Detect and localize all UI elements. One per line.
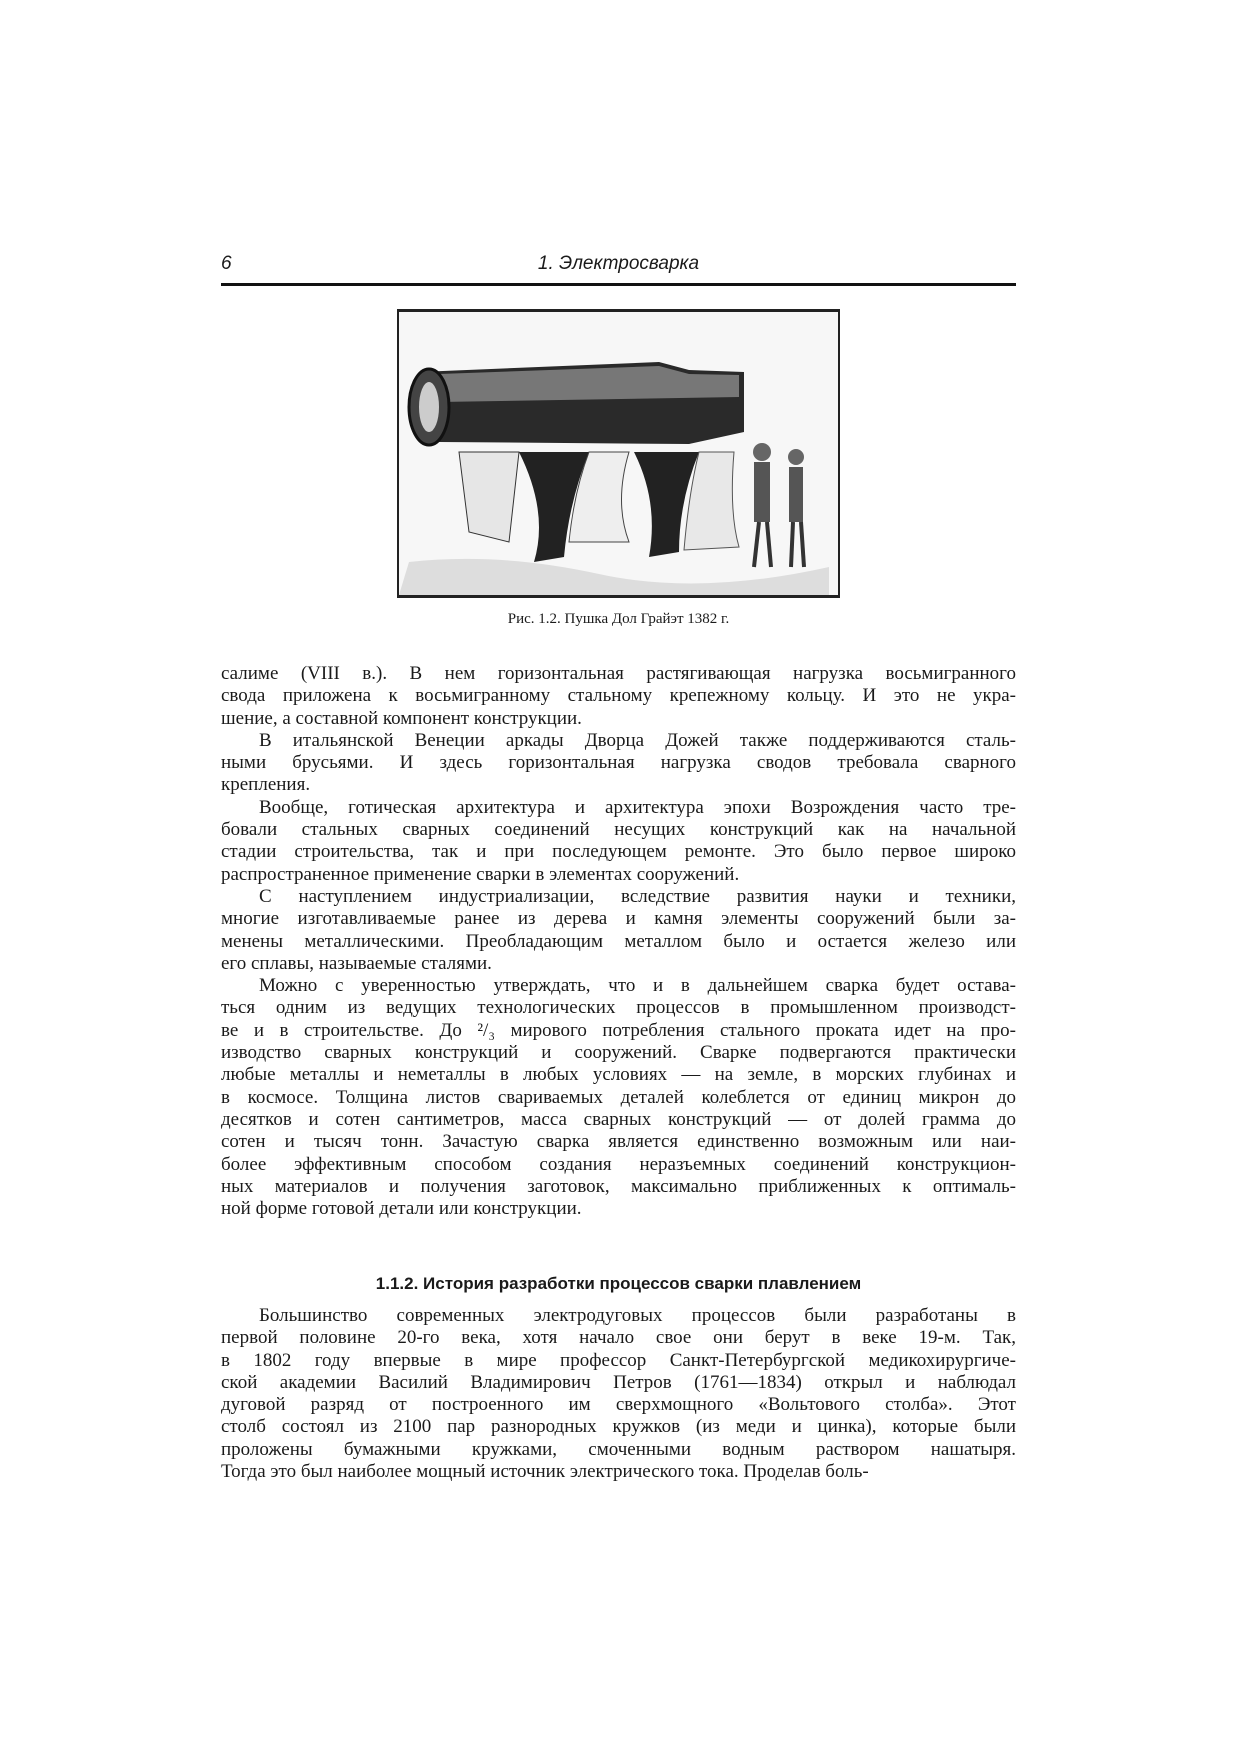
text-line: ными брусьями. И здесь горизонтальная нагрузка сводов требовала сварного [221,752,1016,774]
text-line: С наступлением индустриализации, вследствие развития науки и техники, [259,885,1016,907]
text-line: столб состоял из 2100 пар разнородных кружков (из меди и цинка), которые были [221,1416,1016,1438]
cannon-illustration [397,309,840,598]
text-line: изводство сварных конструкций и сооружений. Сварке подвергаются практически [221,1042,1016,1064]
text-line: крепления. [221,774,311,796]
text-line: любые металлы и неметаллы в любых условиях — на земле, в морских глубинах и [221,1064,1016,1086]
text-line: более эффективным способом создания неразъемных соединений конструкцион- [221,1153,1016,1175]
figure-caption: Рис. 1.2. Пушка Дол Грайэт 1382 г. [507,611,730,627]
body-text-top [221,663,1016,1220]
section-heading: 1.1.2. История разработки процессов сварки плавлением [375,1274,862,1293]
text-line: Большинство современных электродуговых процессов были разработаны в [259,1305,1016,1326]
running-title: 1. Электросварка [537,253,700,274]
text-line: шение, а составной компонент конструкции. [221,707,582,729]
text-line: распространенное применение сварки в элементах сооружений. [221,863,740,885]
text-line: ных материалов и получения заготовок, максимально приближенных к оптималь- [221,1175,1016,1197]
text-line: ться одним из ведущих технологических процессов в промышленном производст- [221,997,1016,1019]
text-line: стадии строительства, так и при последующем ремонте. Это было первое широко [221,841,1016,863]
text-line: Вообще, готическая архитектура и архитектура эпохи Возрождения часто тре- [259,796,1016,818]
body-text-bottom [221,1305,1016,1483]
text-line: салиме (VIII в.). В нем горизонтальная растягивающая нагрузка восьмигранного [221,663,1016,684]
text-line: в космосе. Толщина листов свариваемых деталей колеблется от единиц микрон до [221,1086,1016,1108]
text-line: проложены бумажными кружками, смоченными водным раствором нашатыря. [221,1438,1016,1460]
text-line: ной форме готовой детали или конструкции. [221,1198,582,1220]
text-line: менены металлическими. Преобладающим металлом было и остается железо или [221,930,1016,952]
text-line: Можно с уверенностью утверждать, что и в дальнейшем сварка будет остава- [259,975,1016,997]
page-number: 6 [221,253,232,274]
text-line: бовали стальных сварных соединений несущих конструкций как на начальной [221,819,1016,841]
text-line: в 1802 году впервые в мире профессор Санкт-Петербургской медикохирургиче- [221,1349,1016,1371]
text-line: десятков и сотен сантиметров, масса сварных конструкций — от долей грамма до [221,1108,1016,1130]
header-rule [221,283,1016,286]
text-line: первой половине 20-го века, хотя начало свое они берут в веке 19-м. Так, [221,1327,1016,1349]
text-line: ве и в строительстве. До ²/₃ мирового потребления стального проката идет на про- [221,1019,1016,1041]
text-line: свода приложена к восьмигранному стальному крепежному кольцу. И это не укра- [221,685,1016,707]
text-line: дуговой разряд от построенного им сверхмощного «Вольтового столба». Этот [221,1394,1016,1416]
text-line: сотен и тысяч тонн. Зачастую сварка является единственно возможным или наи- [221,1131,1016,1153]
text-line: его сплавы, называемые сталями. [221,952,492,974]
text-line: Тогда это был наиболее мощный источник электрического тока. Проделав боль- [221,1461,869,1483]
text-line: многие изготавливаемые ранее из дерева и камня элементы сооружений были за- [221,908,1016,930]
text-line: ской академии Василий Владимирович Петров (1761—1834) открыл и наблюдал [221,1371,1016,1393]
text-line: В итальянской Венеции аркады Дворца Дожей также поддерживаются сталь- [259,729,1016,751]
